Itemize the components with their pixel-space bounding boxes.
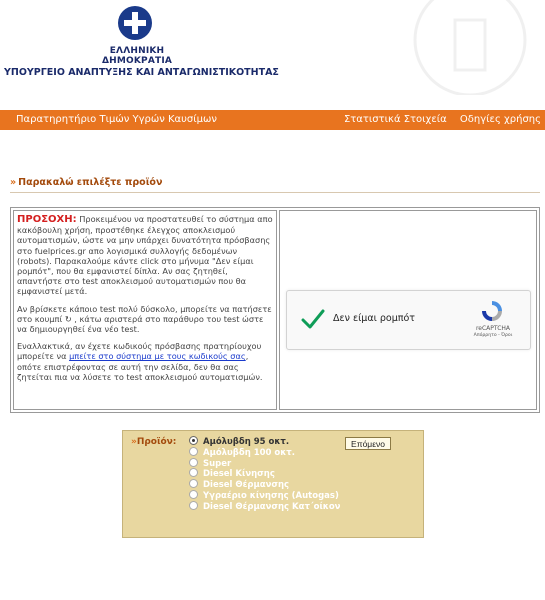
radio-icon[interactable] bbox=[189, 490, 198, 499]
warning-label: ΠΡΟΣΟΧΗ: bbox=[17, 214, 77, 225]
product-label: »Προϊόν: bbox=[131, 437, 177, 447]
nav-links bbox=[334, 110, 541, 130]
radio-icon[interactable] bbox=[189, 468, 198, 477]
notice-table bbox=[10, 207, 540, 413]
page-title bbox=[10, 177, 162, 188]
greek-emblem-icon bbox=[118, 6, 152, 40]
captcha-cell bbox=[279, 210, 537, 410]
refresh-icon: ↻ bbox=[64, 313, 72, 324]
product-options bbox=[189, 437, 340, 513]
recaptcha-widget[interactable] bbox=[286, 290, 531, 350]
notice-paragraph-1: ΠΡΟΣΟΧΗ: Προκειμένου να προστατευθεί το σύστημα απο κακόβουλη χρήση, προστέθηκε έλεγχος αποκλεισμού αυτοματισμών, ώστε να μην υπάρχει δυνατότητα πρόσβασης στο fuelprices.gr απο λογισμικά συλλογής δεδομένων (robots). Παρακαλούμε κάντε click στο μήνυμα "Δεν είμαι ρομπότ", που θα εμφανιστεί δίπλα. Αν σας ζητηθεί, απαντήστε στο test αποκλεισμού αυτοματισμών που θα εμφανιστεί μετά. bbox=[17, 214, 273, 297]
radio-icon[interactable] bbox=[189, 479, 198, 488]
next-button[interactable]: Επόμενο bbox=[345, 437, 391, 450]
nav-link-instructions[interactable]: Οδηγίες χρήσης bbox=[459, 114, 541, 125]
site-header bbox=[0, 0, 545, 100]
product-option-autogas[interactable]: Υγραέριο κίνησης (Autogas) bbox=[189, 491, 340, 502]
product-option-unleaded-100[interactable]: Αμόλυβδη 100 οκτ. bbox=[189, 448, 340, 459]
radio-icon[interactable] bbox=[189, 458, 198, 467]
product-option-unleaded-95[interactable]: Αμόλυβδη 95 οκτ. bbox=[189, 437, 340, 448]
page-title-text: Παρακαλώ επιλέξτε προϊόν bbox=[18, 177, 163, 188]
notice-paragraph-3: Εναλλακτικά, αν έχετε κωδικούς πρόσβασης πρατηρίουχου μπορείτε να μπείτε στο σύστημα με τους κωδικούς σας, οπότε επιστρέφοντας σε αυτή την σελίδα, δεν θα σας ζητείται πια να λύσετε το test αποκλεισμού αυτοματισμών. bbox=[17, 341, 263, 382]
section-divider bbox=[10, 192, 540, 193]
captcha-label[interactable]: Δεν είμαι ρομπότ bbox=[333, 313, 415, 324]
product-selection-panel bbox=[122, 430, 424, 538]
product-arrow-icon: » bbox=[131, 437, 137, 447]
radio-icon[interactable] bbox=[189, 447, 198, 456]
recaptcha-brand: reCAPTCHA bbox=[475, 325, 511, 332]
recaptcha-logo-icon bbox=[480, 299, 504, 323]
product-option-super[interactable]: Super bbox=[189, 459, 340, 470]
product-option-diesel-motion[interactable]: Diesel Κίνησης bbox=[189, 469, 340, 480]
ministry-name: ΥΠΟΥΡΓΕΙΟ ΑΝΑΠΤΥΞΗΣ ΚΑΙ ΑΝΤΑΓΩΝΙΣΤΙΚΟΤΗΤΑΣ bbox=[4, 67, 279, 78]
login-link[interactable]: μπείτε στο σύστημα με τους κωδικούς σας bbox=[69, 351, 246, 362]
site-title-link[interactable]: Παρατηρητήριο Τιμών Υγρών Καυσίμων bbox=[16, 114, 217, 125]
recaptcha-terms-link[interactable]: Απόρρητο - Όροι bbox=[473, 333, 513, 338]
section-arrow-icon: » bbox=[10, 177, 17, 188]
nav-link-statistics[interactable]: Στατιστικά Στοιχεία bbox=[343, 114, 447, 125]
radio-icon[interactable] bbox=[189, 436, 198, 445]
nav-bar bbox=[0, 110, 545, 130]
notice-text-cell bbox=[13, 210, 277, 410]
product-option-diesel-home-heating[interactable]: Diesel Θέρμανσης Κατ΄οίκον bbox=[189, 502, 340, 513]
watermark-emblem-icon bbox=[400, 0, 540, 95]
notice-paragraph-2: Αν βρίσκετε κάποιο test πολύ δύσκολο, μπορείτε να πατήσετε στο κουμπί ↻ , κάτω αριστερά στο παράθυρο του test ώστε να δημιουργηθεί ένα νέο test. bbox=[17, 303, 272, 335]
product-option-diesel-heating[interactable]: Diesel Θέρμανσης bbox=[189, 480, 340, 491]
checkmark-icon[interactable] bbox=[301, 307, 325, 331]
radio-icon[interactable] bbox=[189, 501, 198, 510]
government-name: ΕΛΛΗΝΙΚΗ ΔΗΜΟΚΡΑΤΙΑ bbox=[101, 46, 173, 66]
